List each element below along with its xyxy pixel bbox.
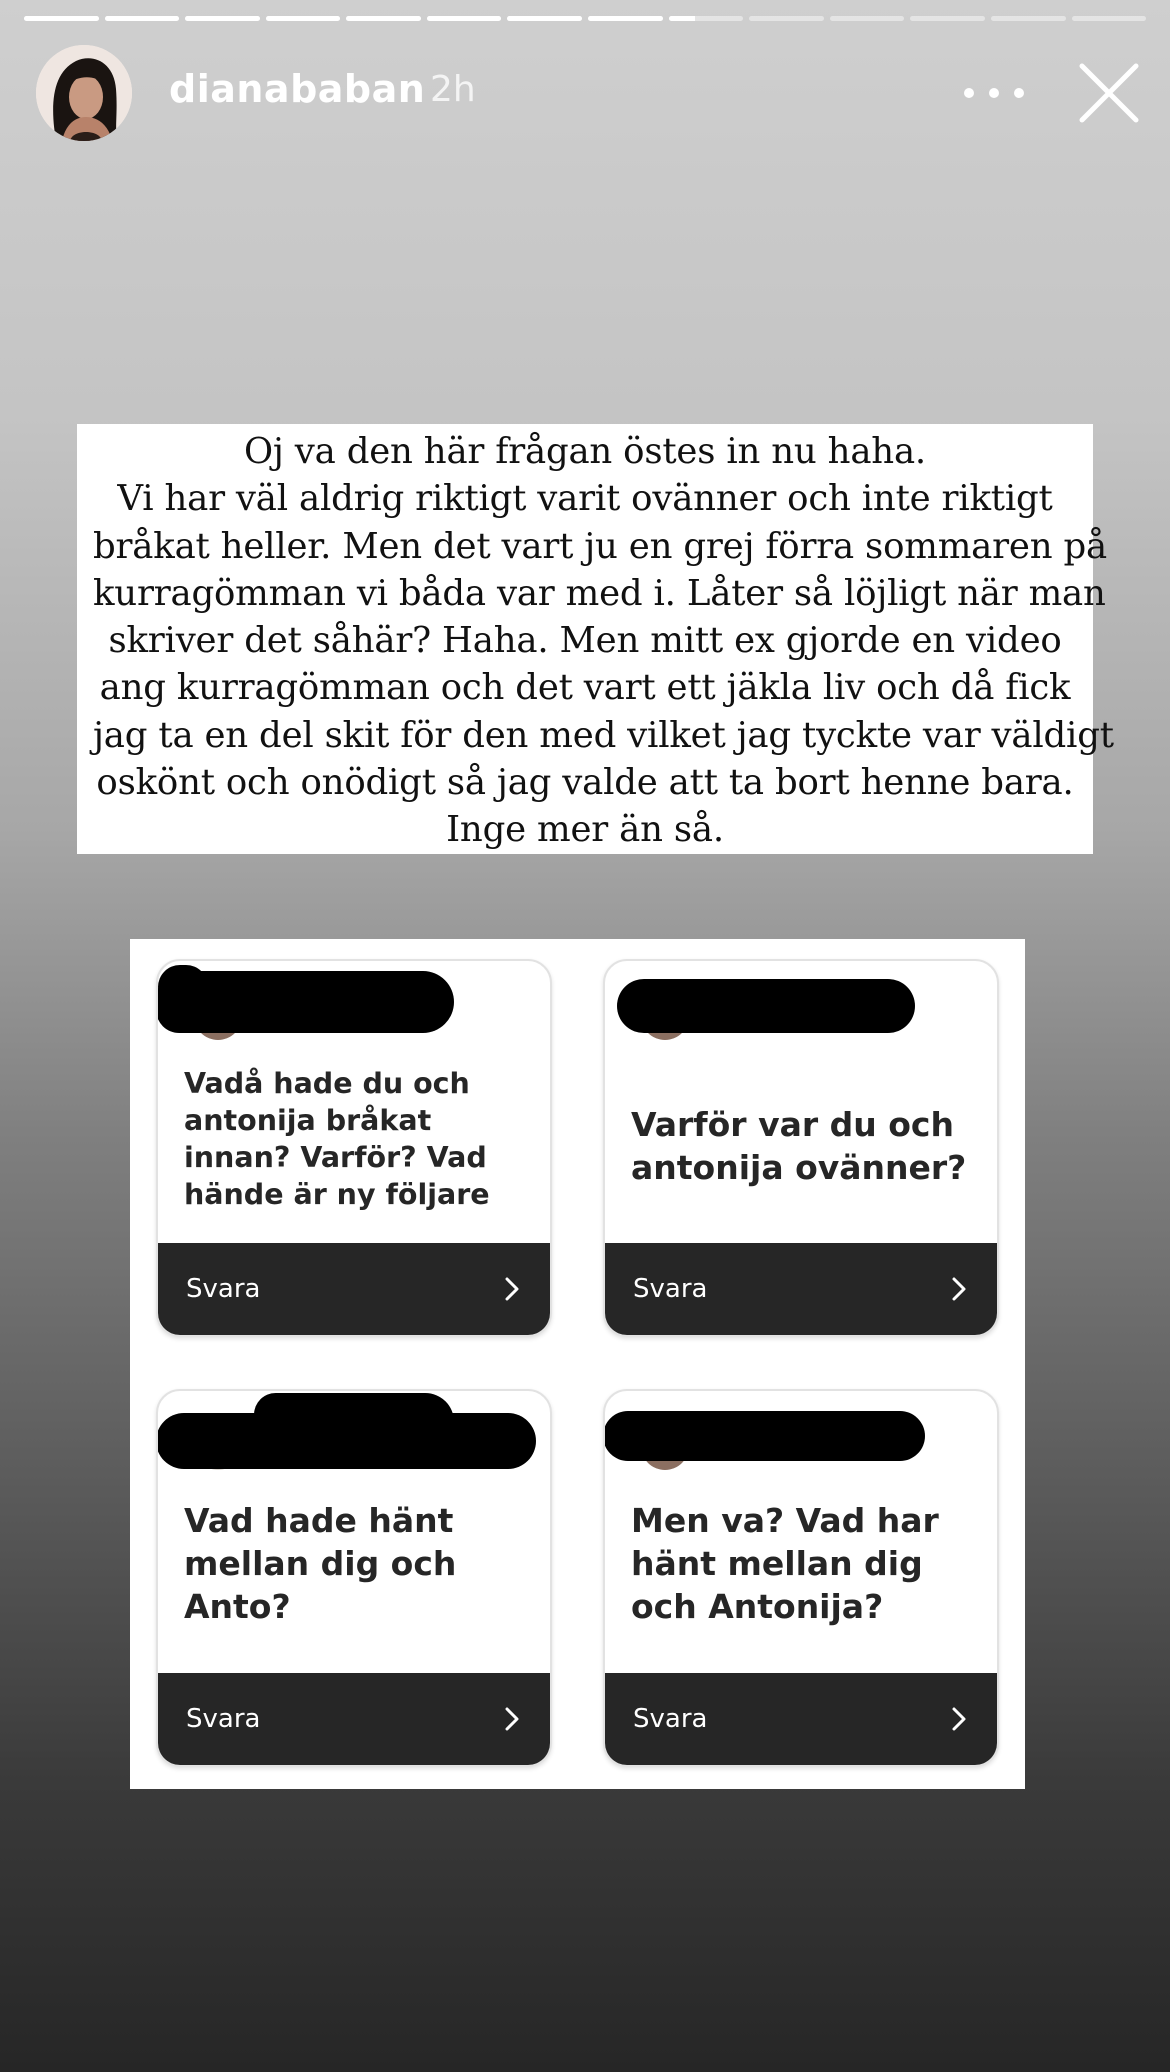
progress-segment <box>427 16 502 21</box>
question-card <box>156 1389 552 1767</box>
text-line: jag ta en del skit för den med vilket jag tyckte var väldigt <box>93 714 1114 756</box>
text-line: Oj va den här frågan östes in nu haha. <box>244 431 926 472</box>
reply-label: Svara <box>633 1704 708 1734</box>
question-card <box>603 959 999 1337</box>
progress-segment <box>266 16 341 21</box>
avatar-image <box>36 45 132 141</box>
more-horizontal-icon[interactable] <box>964 81 1024 105</box>
reply-button[interactable] <box>605 1673 997 1765</box>
progress-segment <box>507 16 582 21</box>
question-card <box>603 1389 999 1767</box>
username[interactable]: dianababan <box>169 67 426 111</box>
reply-button[interactable] <box>158 1673 550 1765</box>
story-header <box>36 45 1146 141</box>
redaction-mark <box>254 1393 454 1429</box>
chevron-right-icon <box>949 1706 969 1732</box>
reply-label: Svara <box>186 1704 261 1734</box>
text-line: bråkat heller. Men det vart ju en grej förra sommaren på <box>93 525 1107 567</box>
progress-segment <box>991 16 1066 21</box>
question-text: Men va? Vad har hänt mellan dig och Antonija? <box>631 1501 939 1626</box>
progress-segment <box>669 16 744 21</box>
story-text-block <box>77 424 1114 854</box>
progress-segment <box>749 16 824 21</box>
text-line: kurragömman vi båda var med i. Låter så löjligt när man <box>93 572 1106 614</box>
question-text: Varför var du och antonija ovänner? <box>631 1105 967 1187</box>
story-progress-bar <box>24 16 1146 21</box>
reply-label: Svara <box>186 1274 261 1304</box>
chevron-right-icon <box>949 1276 969 1302</box>
text-line: Vi har väl aldrig riktigt varit ovänner och inte riktigt <box>117 478 1053 520</box>
redaction-mark <box>603 1411 925 1461</box>
question-text: Vad hade hänt mellan dig och Anto? <box>184 1501 457 1626</box>
text-line: oskönt och onödigt så jag valde att ta bort henne bara. <box>96 762 1074 804</box>
question-cards-screenshot <box>130 939 1025 1789</box>
progress-segment <box>588 16 663 21</box>
profile-avatar[interactable] <box>36 45 132 141</box>
question-card <box>156 959 552 1337</box>
progress-segment <box>830 16 905 21</box>
progress-segment <box>910 16 985 21</box>
progress-segment <box>185 16 260 21</box>
question-text: Vadå hade du och antonija bråkat innan? Varför? Vad hände är ny följare <box>184 1067 490 1211</box>
progress-segment <box>105 16 180 21</box>
progress-segment <box>24 16 99 21</box>
text-line: Inge mer än så. <box>446 809 724 851</box>
reply-button[interactable] <box>158 1243 550 1335</box>
chevron-right-icon <box>502 1276 522 1302</box>
redaction-mark <box>617 979 915 1033</box>
reply-label: Svara <box>633 1274 708 1304</box>
chevron-right-icon <box>502 1706 522 1732</box>
reply-button[interactable] <box>605 1243 997 1335</box>
post-time: 2h <box>430 69 476 110</box>
text-line: ang kurragömman och det vart ett jäkla liv och då fick <box>99 667 1071 709</box>
redaction-mark <box>158 965 208 1009</box>
progress-segment <box>346 16 421 21</box>
text-line: skriver det såhär? Haha. Men mitt ex gjorde en video <box>108 620 1062 662</box>
progress-segment <box>1072 16 1147 21</box>
close-icon[interactable] <box>1076 60 1142 126</box>
